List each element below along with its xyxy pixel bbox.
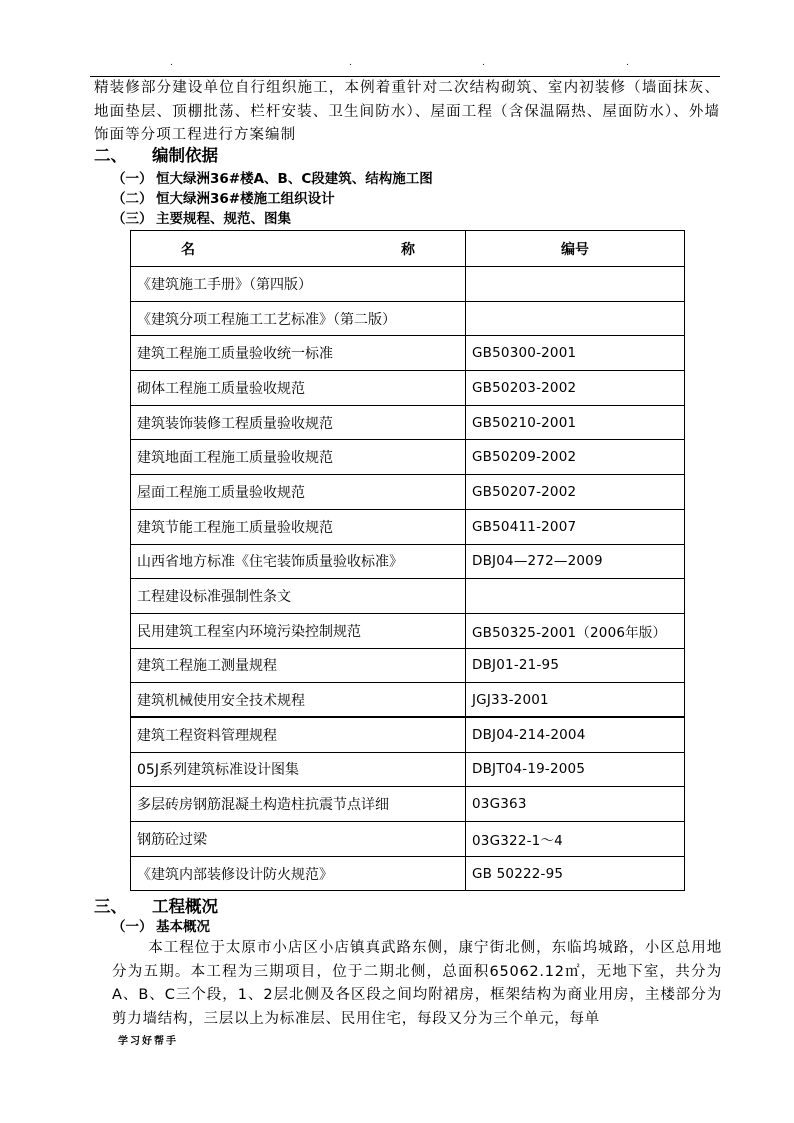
standard-name-cell: 建筑工程资料管理规程 bbox=[131, 717, 466, 752]
standard-name-cell: 建筑节能工程施工质量验收规范 bbox=[131, 509, 466, 544]
item-number: （一） bbox=[112, 919, 153, 935]
standard-code-cell: 03G363 bbox=[466, 787, 685, 822]
item-text: 基本概况 bbox=[156, 919, 210, 935]
section-3-heading bbox=[94, 897, 218, 917]
standard-code-cell: DBJ04—272—2009 bbox=[466, 544, 685, 579]
table-row bbox=[131, 648, 685, 683]
name-header-left: 名 bbox=[181, 241, 195, 258]
standard-name-cell: 建筑工程施工质量验收统一标准 bbox=[131, 336, 466, 371]
standard-code-cell: DBJT04-19-2005 bbox=[466, 752, 685, 787]
item-text: 主要规程、规范、图集 bbox=[156, 211, 291, 227]
standard-name-cell: 《建筑施工手册》（第四版） bbox=[131, 267, 466, 302]
footer-text: 学习好帮手 bbox=[118, 1036, 178, 1047]
table-row bbox=[131, 683, 685, 718]
overview-subheading bbox=[112, 918, 210, 936]
standard-code-cell: 03G322-1～4 bbox=[466, 822, 685, 857]
standard-name-cell: 砌体工程施工质量验收规范 bbox=[131, 371, 466, 406]
standard-name-cell: 《建筑分项工程施工工艺标准》（第二版） bbox=[131, 301, 466, 336]
standard-code-cell: GB50325-2001（2006年版） bbox=[466, 613, 685, 648]
basis-item bbox=[112, 190, 335, 208]
standard-name-cell: 《建筑内部装修设计防火规范》 bbox=[131, 856, 466, 891]
table-row bbox=[131, 440, 685, 475]
table-row bbox=[131, 301, 685, 336]
standard-code-cell: DBJ01-21-95 bbox=[466, 648, 685, 683]
standard-name-cell: 建筑地面工程施工质量验收规范 bbox=[131, 440, 466, 475]
section-number: 二、 bbox=[94, 146, 127, 165]
table-row bbox=[131, 856, 685, 891]
table-row bbox=[131, 544, 685, 579]
standard-code-cell: GB 50222-95 bbox=[466, 856, 685, 891]
basis-item bbox=[112, 210, 291, 228]
header-dot: . bbox=[170, 58, 173, 68]
standard-code-cell: GB50300-2001 bbox=[466, 336, 685, 371]
standard-name-cell: 建筑机械使用安全技术规程 bbox=[131, 683, 466, 718]
standard-name-cell: 山西省地方标准《住宅装饰质量验收标准》 bbox=[131, 544, 466, 579]
standard-code-cell: DBJ04-214-2004 bbox=[466, 717, 685, 752]
standard-name-cell: 工程建设标准强制性条文 bbox=[131, 579, 466, 614]
standard-code-cell: GB50411-2007 bbox=[466, 509, 685, 544]
table-row bbox=[131, 336, 685, 371]
item-text: 恒大绿洲36#楼A、B、C段建筑、结构施工图 bbox=[156, 171, 433, 187]
standard-code-cell: GB50203-2002 bbox=[466, 371, 685, 406]
standard-code-cell bbox=[466, 301, 685, 336]
standard-name-cell: 建筑工程施工测量规程 bbox=[131, 648, 466, 683]
table-row bbox=[131, 822, 685, 857]
table-row bbox=[131, 509, 685, 544]
table-row bbox=[131, 717, 685, 752]
table-row bbox=[131, 405, 685, 440]
standard-name-cell: 多层砖房钢筋混凝土构造柱抗震节点详细 bbox=[131, 787, 466, 822]
standard-name-cell: 民用建筑工程室内环境污染控制规范 bbox=[131, 613, 466, 648]
table-header-row bbox=[131, 231, 685, 267]
standard-code-cell: GB50207-2002 bbox=[466, 475, 685, 510]
standard-code-cell: GB50209-2002 bbox=[466, 440, 685, 475]
standard-name-cell: 05J系列建筑标准设计图集 bbox=[131, 752, 466, 787]
overview-text: 本工程位于太原市小店区小店镇真武路东侧，康宁街北侧，东临坞城路，小区总用地分为五期。本工程为三期项目，位于二期北侧，总面积65062.12㎡，无地下室，共分为A、B、C三个段，1、2层北侧及各区段之间均附裙房，框架结构为商业用房，主楼部分为剪力墙结构，三层以上为标准层、民用住宅，每段又分为三个单元，每单 bbox=[112, 940, 722, 1028]
section-2-heading bbox=[94, 146, 218, 166]
header-dot: . bbox=[482, 58, 485, 68]
code-column-header: 编号 bbox=[466, 231, 685, 267]
table-row bbox=[131, 579, 685, 614]
standards-table bbox=[130, 230, 685, 891]
table-row bbox=[131, 267, 685, 302]
section-number: 三、 bbox=[94, 897, 127, 916]
section-title: 编制依据 bbox=[152, 146, 218, 165]
item-number: （二） bbox=[112, 191, 153, 207]
standard-name-cell: 钢筋砼过梁 bbox=[131, 822, 466, 857]
basis-item bbox=[112, 170, 433, 188]
table-row bbox=[131, 613, 685, 648]
table-row bbox=[131, 787, 685, 822]
item-number: （三） bbox=[112, 211, 153, 227]
header-dots bbox=[0, 58, 794, 70]
overview-paragraph bbox=[112, 937, 722, 1032]
item-number: （一） bbox=[112, 171, 153, 187]
standard-name-cell: 屋面工程施工质量验收规范 bbox=[131, 475, 466, 510]
name-header-right: 称 bbox=[401, 241, 415, 258]
standard-code-cell: GB50210-2001 bbox=[466, 405, 685, 440]
header-dot: . bbox=[349, 58, 352, 68]
section-title: 工程概况 bbox=[152, 897, 218, 916]
table-row bbox=[131, 475, 685, 510]
standard-code-cell bbox=[466, 579, 685, 614]
standard-code-cell bbox=[466, 267, 685, 302]
table-row bbox=[131, 752, 685, 787]
name-column-header bbox=[131, 231, 466, 267]
standard-name-cell: 建筑装饰装修工程质量验收规范 bbox=[131, 405, 466, 440]
standard-code-cell: JGJ33-2001 bbox=[466, 683, 685, 718]
item-text: 恒大绿洲36#楼施工组织设计 bbox=[156, 191, 335, 207]
intro-paragraph: 精装修部分建设单位自行组织施工，本例着重针对二次结构砌筑、室内初装修（墙面抹灰、地面垫层、顶棚批荡、栏杆安装、卫生间防水）、屋面工程（含保温隔热、屋面防水）、外墙饰面等分项工程进行方案编制 bbox=[94, 80, 720, 143]
table-row bbox=[131, 371, 685, 406]
header-dot: . bbox=[626, 58, 629, 68]
